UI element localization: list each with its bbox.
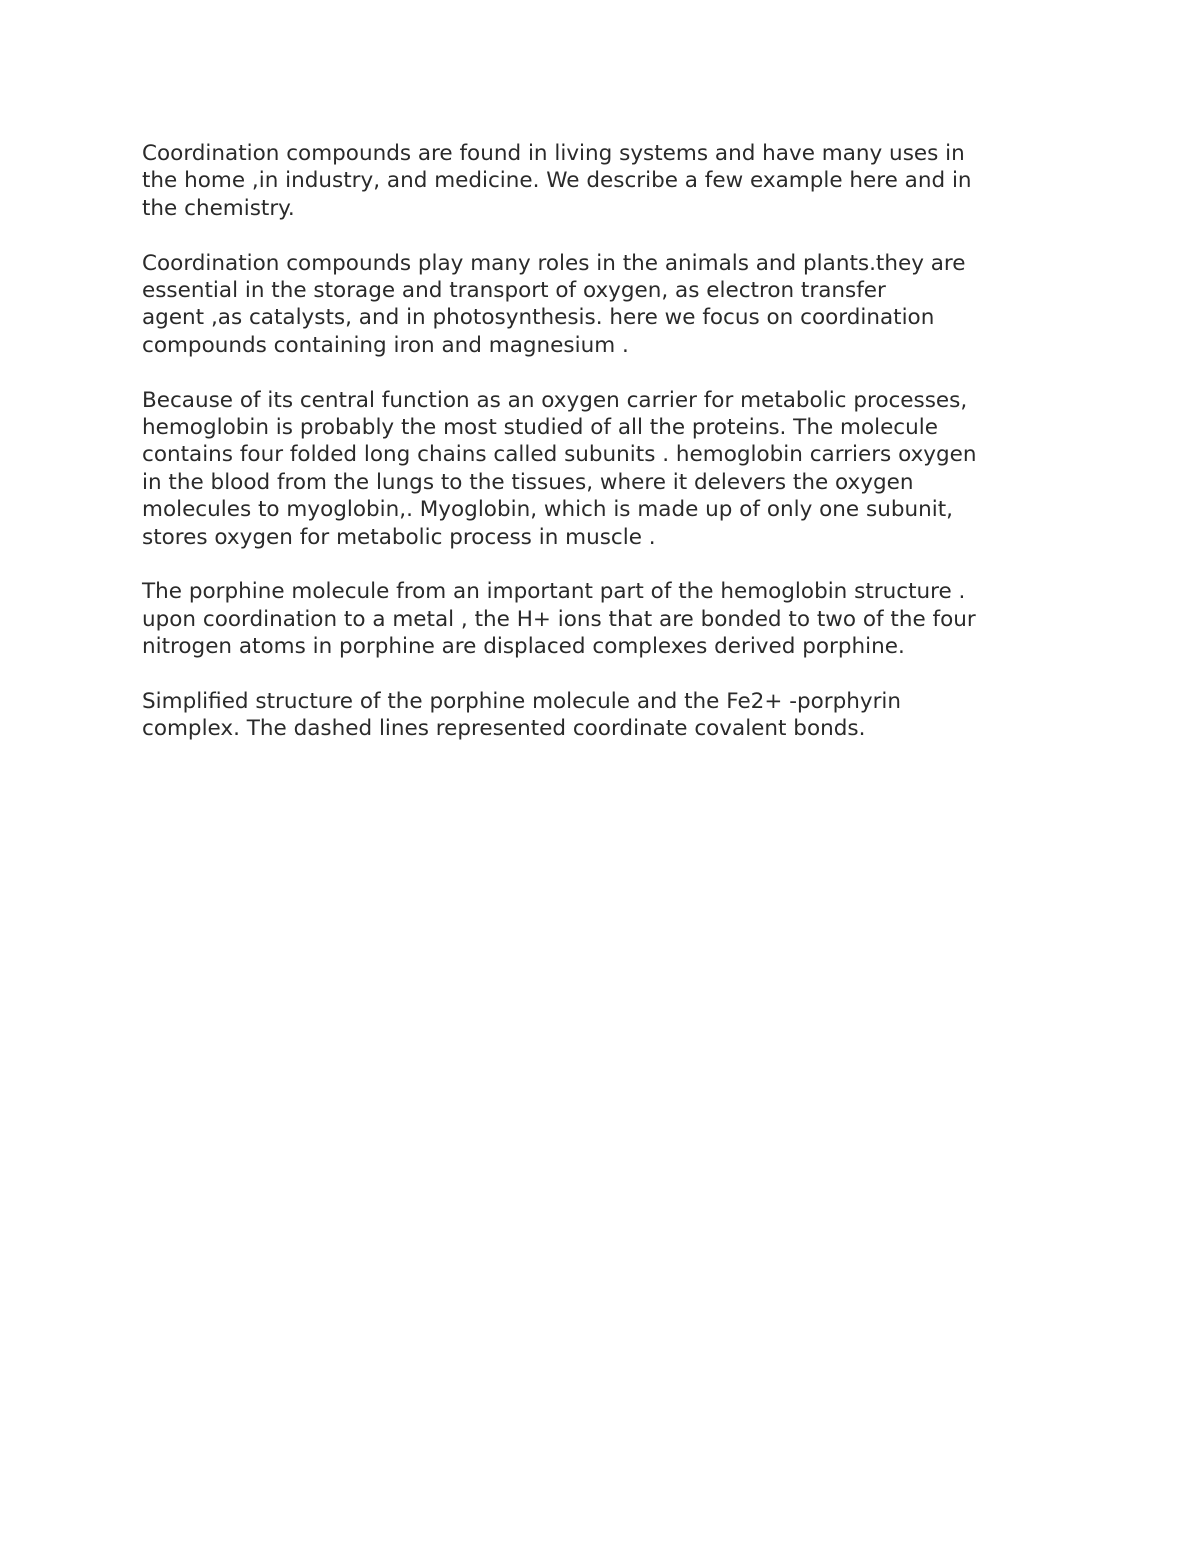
paragraph-hemoglobin: Because of its central function as an oxygen carrier for metabolic processes, hemoglobin is probably the most studied of all the proteins. The molecule contains four folded long chains called subunits . hemoglobin carriers oxygen in the blood from the lungs to the tissues, where it delevers the oxygen molecules to myoglobin,. Myoglobin, which is made up of only one subunit, stores oxygen for metabolic process in muscle .	[142, 387, 977, 550]
paragraph-coordination-intro: Coordination compounds are found in living systems and have many uses in the home ,in industry, and medicine. We describe a few example here and in the chemistry.	[142, 141, 972, 221]
paragraph-porphine: The porphine molecule from an important part of the hemoglobin structure . upon coordination to a metal , the H+ ions that are bonded to two of the four nitrogen atoms in porphine are displaced complexes derived porphine.	[142, 579, 976, 660]
document-body	[142, 140, 1072, 770]
paragraph-roles-in-organisms: Coordination compounds play many roles in the animals and plants.they are essential in the storage and transport of oxygen, as electron transfer agent ,as catalysts, and in photosynthesis. here we focus on coordination compounds containing iron and magnesium .	[142, 250, 966, 358]
paragraph-structure-caption: Simplified structure of the porphine molecule and the Fe2+ -porphyrin complex. The dashed lines represented coordinate covalent bonds.	[142, 689, 902, 742]
